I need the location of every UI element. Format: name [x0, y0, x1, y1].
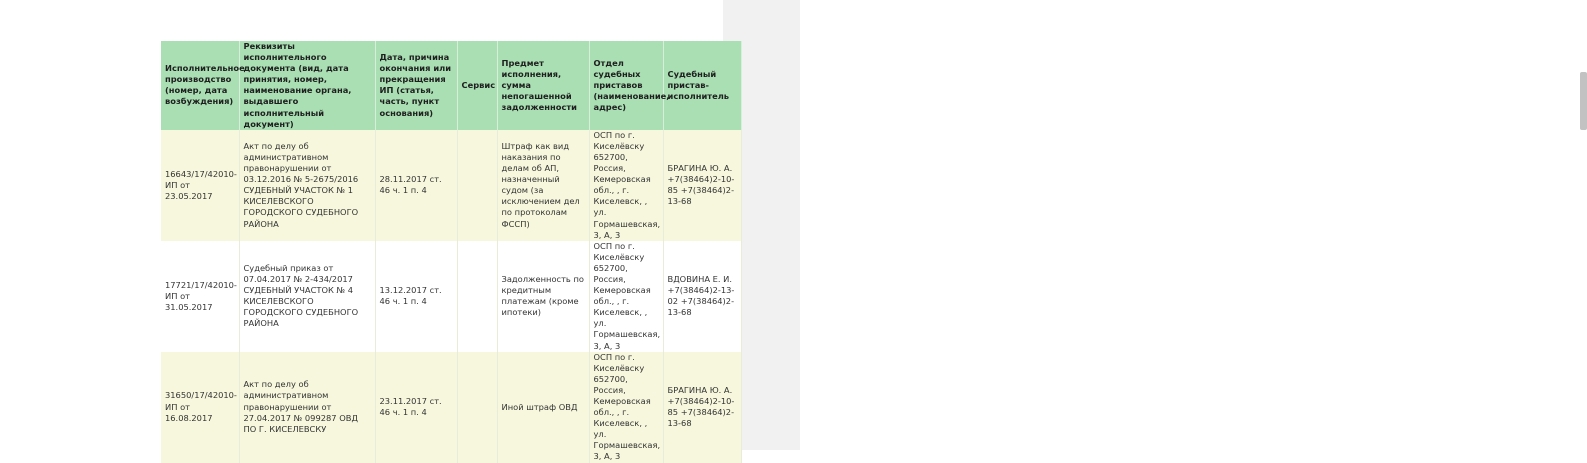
header-department: Отдел судебных приставов (наименование, адрес): [589, 41, 663, 130]
header-document: Реквизиты исполнительного документа (вид, дата принятия, номер, наименование органа, выдавшего исполнительный документ): [239, 41, 375, 130]
table-row: [161, 241, 741, 352]
header-subject: Предмет исполнения, сумма непогашенной задолженности: [497, 41, 589, 130]
cell-department: ОСП по г. Киселёвску 652700, Россия, Кемеровская обл., , г. Киселевск, , ул. Гормашевская, 3, А, 3: [589, 241, 663, 352]
cell-document: Акт по делу об административном правонарушении от 27.04.2017 № 099287 ОВД ПО Г. КИСЕЛЕВСКУ: [239, 352, 375, 463]
cell-subject: Иной штраф ОВД: [497, 352, 589, 463]
header-end-reason: Дата, причина окончания или прекращения ИП (статья, часть, пункт основания): [375, 41, 457, 130]
cell-bailiff: БРАГИНА Ю. А. +7(38464)2-10-85 +7(38464)2-13-68: [663, 352, 741, 463]
cell-subject: Задолженность по кредитным платежам (кроме ипотеки): [497, 241, 589, 352]
cell-service[interactable]: [457, 241, 497, 352]
cell-end-reason: 28.11.2017 ст. 46 ч. 1 п. 4: [375, 130, 457, 241]
enforcement-proceedings-table: [161, 41, 742, 463]
cell-end-reason: 13.12.2017 ст. 46 ч. 1 п. 4: [375, 241, 457, 352]
cell-proceeding: 17721/17/42010-ИП от 31.05.2017: [161, 241, 239, 352]
cell-department: ОСП по г. Киселёвску 652700, Россия, Кемеровская обл., , г. Киселевск, , ул. Гормашевская, 3, А, 3: [589, 352, 663, 463]
cell-service[interactable]: [457, 130, 497, 241]
table-row: [161, 130, 741, 241]
cell-proceeding: 16643/17/42010-ИП от 23.05.2017: [161, 130, 239, 241]
table-header-row: [161, 41, 741, 130]
cell-subject: Штраф как вид наказания по делам об АП, назначенный судом (за исключением дел по протоколам ФССП): [497, 130, 589, 241]
cell-proceeding: 31650/17/42010-ИП от 16.08.2017: [161, 352, 239, 463]
cell-end-reason: 23.11.2017 ст. 46 ч. 1 п. 4: [375, 352, 457, 463]
cell-department: ОСП по г. Киселёвску 652700, Россия, Кемеровская обл., , г. Киселевск, , ул. Гормашевская, 3, А, 3: [589, 130, 663, 241]
header-service: Сервис: [457, 41, 497, 130]
header-proceeding: Исполнительное производство (номер, дата возбуждения): [161, 41, 239, 130]
cell-service[interactable]: [457, 352, 497, 463]
table-row: [161, 352, 741, 463]
enforcement-proceedings-table-container: [161, 41, 735, 462]
cell-bailiff: ВДОВИНА Е. И. +7(38464)2-13-02 +7(38464)2-13-68: [663, 241, 741, 352]
vertical-scrollbar[interactable]: [789, 0, 800, 450]
header-bailiff: Судебный пристав-исполнитель: [663, 41, 741, 130]
cell-document: Акт по делу об административном правонарушении от 03.12.2016 № 5-2675/2016 СУДЕБНЫЙ УЧАСТОК № 1 КИСЕЛЕВСКОГО ГОРОДСКОГО СУДЕБНОГО РАЙОНА: [239, 130, 375, 241]
scrollbar-thumb[interactable]: [1580, 72, 1587, 130]
cell-bailiff: БРАГИНА Ю. А. +7(38464)2-10-85 +7(38464)2-13-68: [663, 130, 741, 241]
cell-document: Судебный приказ от 07.04.2017 № 2-434/2017 СУДЕБНЫЙ УЧАСТОК № 4 КИСЕЛЕВСКОГО ГОРОДСКОГО СУДЕБНОГО РАЙОНА: [239, 241, 375, 352]
